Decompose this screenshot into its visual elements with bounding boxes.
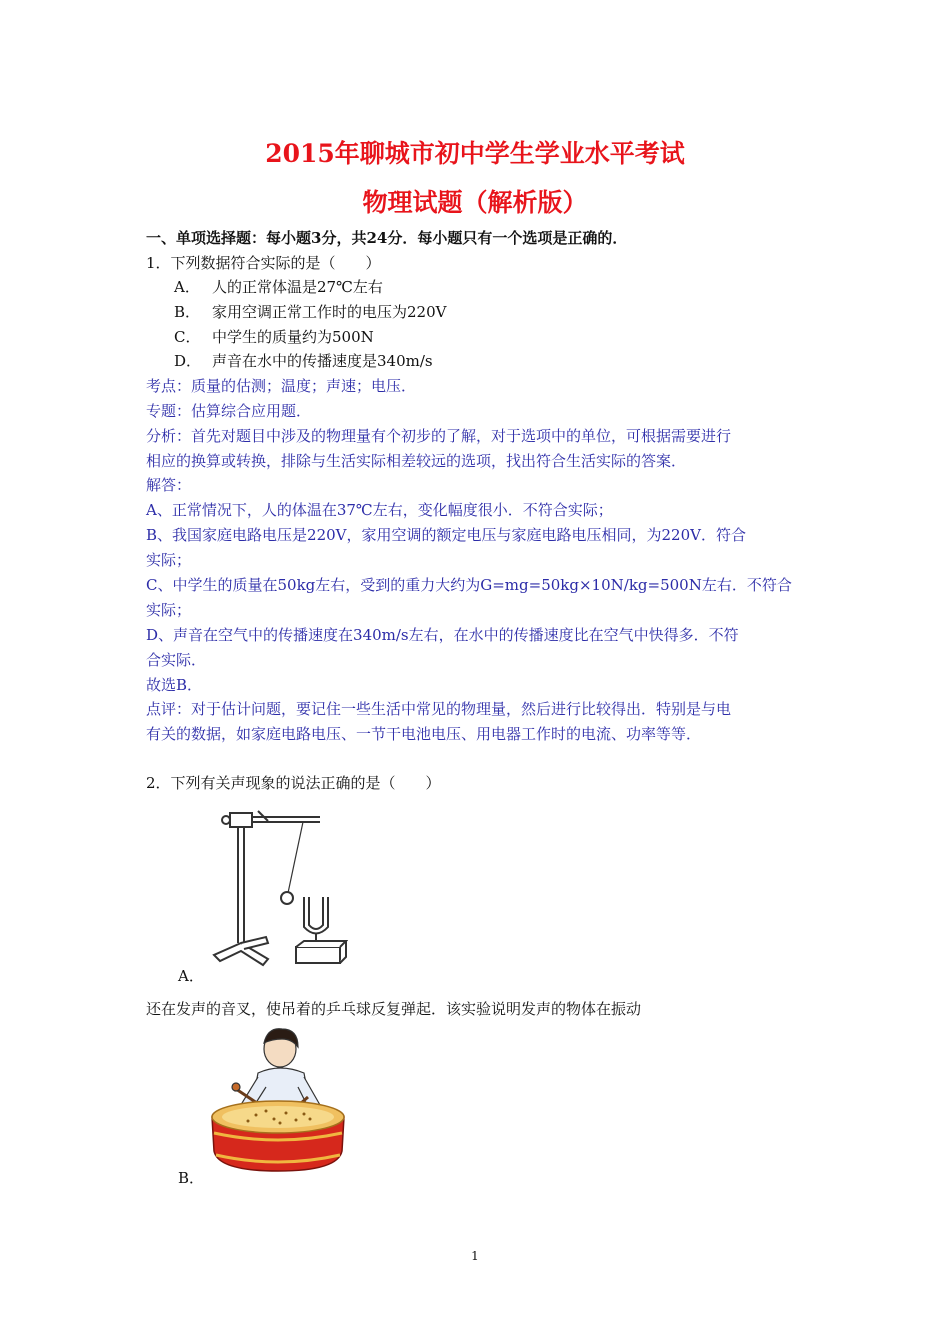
option-text: 家用空调正常工作时的电压为220V (212, 303, 447, 321)
analysis-line: 相应的换算或转换，排除与生活实际相差较远的选项，找出符合生活实际的答案． (146, 452, 687, 470)
analysis-line: 实际； (146, 601, 192, 619)
option-text: 声音在水中的传播速度是340m/s (212, 352, 433, 370)
q1-option-b (174, 302, 446, 322)
analysis-line: 专题：估算综合应用题． (146, 402, 312, 420)
analysis-line: 实际； (146, 551, 192, 569)
analysis-line: A、正常情况下，人的体温在37℃左右，变化幅度很小．不符合实际； (146, 501, 613, 519)
option-text: 中学生的质量约为500N (212, 328, 374, 346)
q2-option-a-label: A． (178, 967, 204, 985)
question-2-stem: 2．下列有关声现象的说法正确的是（ ） (146, 774, 441, 792)
question-1-stem: 1．下列数据符合实际的是（ ） (146, 254, 381, 272)
option-text: 人的正常体温是27℃左右 (212, 278, 383, 296)
analysis-line: B、我国家庭电路电压是220V，家用空调的额定电压与家庭电路电压相同，为220V．符合 (146, 526, 746, 544)
option-letter: A． (174, 278, 200, 296)
analysis-line: 考点：质量的估测；温度；声速；电压． (146, 377, 417, 395)
tuning-fork-apparatus-figure (208, 805, 348, 970)
option-letter: C． (174, 328, 201, 346)
analysis-line: 分析：首先对题目中涉及的物理量有个初步的了解，对于选项中的单位，可根据需要进行 (146, 427, 732, 445)
page-number: 1 (471, 1249, 479, 1263)
analysis-line: D、声音在空气中的传播速度在340m/s左右，在水中的传播速度比在空气中快得多．不符 (146, 626, 739, 644)
q2-option-a-text: 还在发声的音叉，使吊着的乒乓球反复弹起．该实验说明发声的物体在振动 (146, 1000, 642, 1018)
analysis-line: 故选B． (146, 676, 203, 694)
section-heading: 一、单项选择题：每小题3分，共24分．每小题只有一个选项是正确的． (146, 229, 628, 247)
analysis-line: 解答： (146, 476, 192, 494)
option-letter: B． (174, 303, 201, 321)
q2-option-b-label: B． (178, 1169, 205, 1187)
doc-title: 2015年聊城市初中学生学业水平考试 (265, 139, 685, 168)
doc-subtitle: 物理试题（解析版） (362, 188, 588, 217)
q1-option-d (174, 351, 433, 371)
analysis-line: C、中学生的质量在50kg左右，受到的重力大约为G=mg=50kg×10N/kg=500N左右．不符合 (146, 576, 792, 594)
drum-figure (208, 1025, 348, 1173)
analysis-line: 点评：对于估计问题，要记住一些生活中常见的物理量，然后进行比较得出．特别是与电 (146, 700, 732, 718)
analysis-line: 有关的数据，如家庭电路电压、一节干电池电压、用电器工作时的电流、功率等等． (146, 725, 702, 743)
analysis-line: 合实际． (146, 651, 207, 669)
option-letter: D． (174, 352, 202, 370)
q1-option-c (174, 327, 374, 347)
q1-option-a (174, 277, 383, 297)
